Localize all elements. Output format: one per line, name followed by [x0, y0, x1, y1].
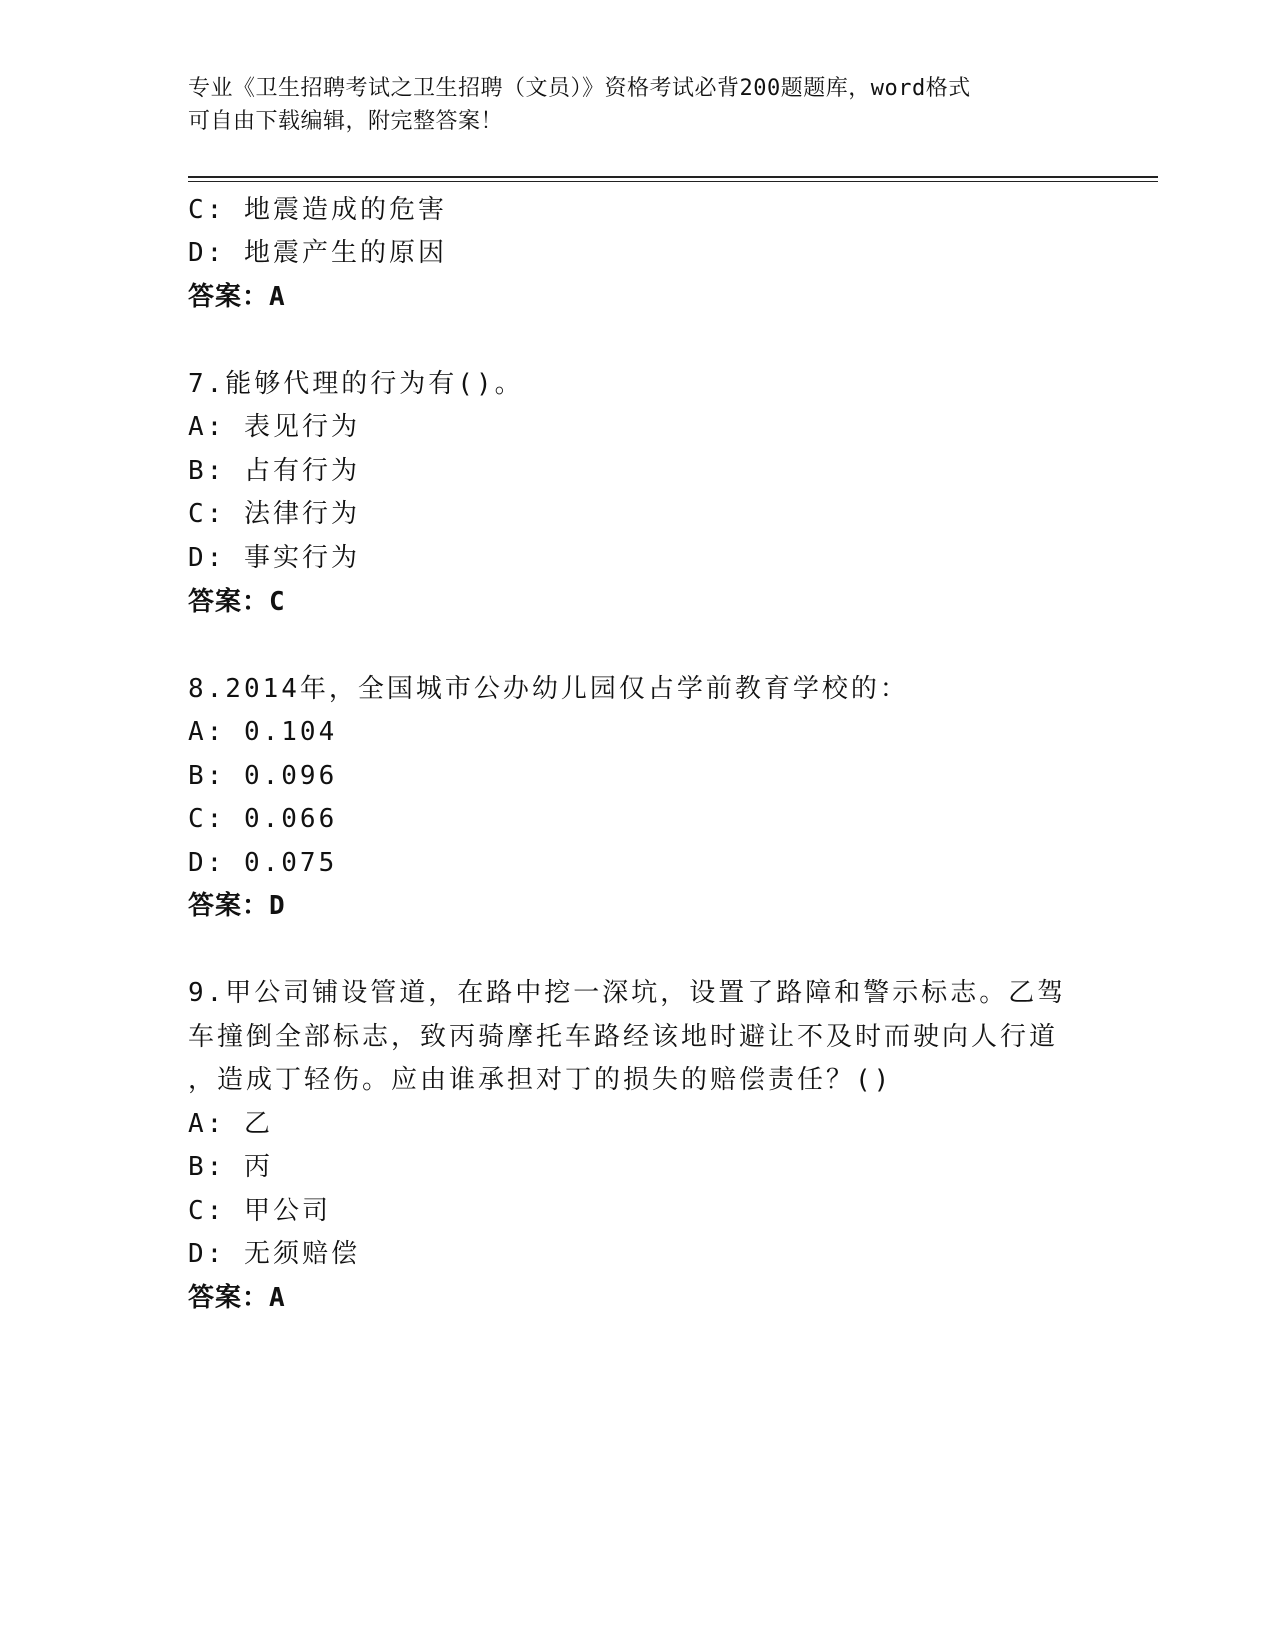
- question-8-option-b: [188, 758, 337, 794]
- option-label: D:: [188, 1239, 226, 1269]
- question-9-option-a: [188, 1106, 273, 1142]
- option-label: B:: [188, 1152, 226, 1182]
- question-8-option-c: [188, 801, 337, 837]
- option-text: 地震造成的危害: [243, 195, 447, 225]
- option-text: 占有行为: [243, 456, 360, 486]
- option-text: 无须赔偿: [243, 1239, 360, 1269]
- option-text: 乙: [243, 1109, 273, 1139]
- option-label: B:: [188, 456, 226, 486]
- option-label: A:: [188, 412, 226, 442]
- option-text: 表见行为: [243, 412, 360, 442]
- header-line-1: 专业《卫生招聘考试之卫生招聘（文员）》资格考试必背200题题库，word格式: [188, 76, 971, 101]
- prev-option-d: [188, 235, 447, 271]
- question-7-option-b: [188, 453, 360, 489]
- option-label: C:: [188, 1196, 226, 1226]
- option-text: 0.075: [243, 848, 338, 878]
- option-label: C:: [188, 195, 226, 225]
- option-text: 甲公司: [243, 1196, 331, 1226]
- question-8-answer: 答案：D: [188, 891, 286, 921]
- option-text: 丙: [243, 1152, 273, 1182]
- question-8-option-a: [188, 714, 337, 750]
- question-7-option-d: [188, 540, 360, 576]
- option-label: A:: [188, 717, 226, 747]
- option-label: C:: [188, 804, 226, 834]
- prev-option-c: [188, 192, 447, 228]
- prev-answer: 答案：A: [188, 282, 286, 312]
- document-header: [188, 72, 1088, 138]
- option-label: D:: [188, 848, 226, 878]
- option-label: B:: [188, 761, 226, 791]
- question-9-option-d: [188, 1236, 360, 1272]
- option-text: 事实行为: [243, 543, 360, 573]
- question-9-answer: 答案：A: [188, 1283, 286, 1313]
- question-9-option-c: [188, 1193, 331, 1229]
- question-9-stem-line-3: ，造成丁轻伤。应由谁承担对丁的损失的赔偿责任？(): [188, 1065, 893, 1095]
- question-7-option-c: [188, 496, 360, 532]
- question-8-option-d: [188, 845, 337, 881]
- question-7-answer: 答案：C: [188, 587, 286, 617]
- option-label: D:: [188, 238, 226, 268]
- option-label: D:: [188, 543, 226, 573]
- option-text: 0.096: [243, 761, 338, 791]
- question-7-option-a: [188, 409, 360, 445]
- option-text: 0.066: [243, 804, 338, 834]
- option-text: 地震产生的原因: [243, 238, 447, 268]
- question-9-stem-line-1: 9.甲公司铺设管道，在路中挖一深坑，设置了路障和警示标志。乙驾: [188, 978, 1067, 1008]
- option-label: A:: [188, 1109, 226, 1139]
- option-text: 0.104: [243, 717, 338, 747]
- question-8-stem: 8.2014年，全国城市公办幼儿园仅占学前教育学校的：: [188, 674, 909, 704]
- question-9-option-b: [188, 1149, 273, 1185]
- question-9-stem-line-2: 车撞倒全部标志，致丙骑摩托车路经该地时避让不及时而驶向人行道: [188, 1022, 1059, 1052]
- option-label: C:: [188, 499, 226, 529]
- header-divider: [188, 176, 1158, 182]
- question-7-stem: 7.能够代理的行为有()。: [188, 369, 524, 399]
- option-text: 法律行为: [243, 499, 360, 529]
- header-line-2: 可自由下载编辑，附完整答案！: [188, 109, 504, 134]
